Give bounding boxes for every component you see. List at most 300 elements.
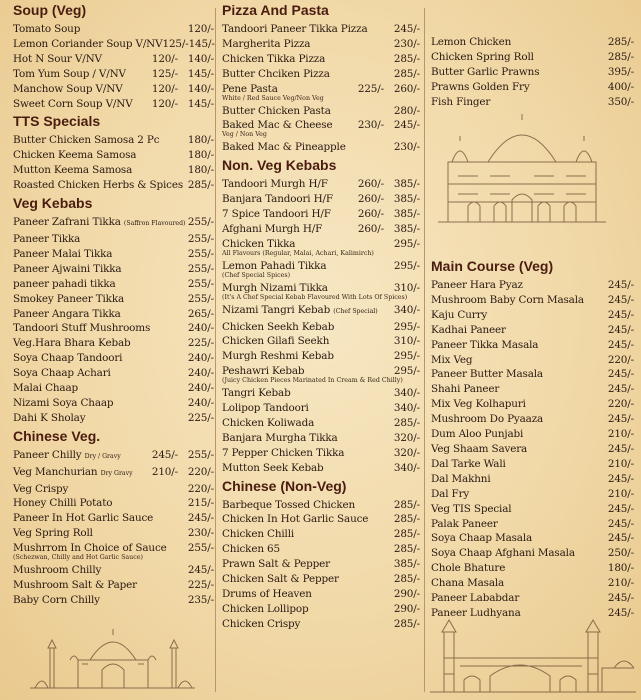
item-price: 255/-: [187, 277, 214, 290]
menu-item: [428, 427, 634, 442]
item-name: [431, 576, 560, 591]
item-price: 385/-: [393, 208, 420, 221]
item-price-half: 125/-: [162, 37, 189, 50]
item-price: 255/-: [187, 262, 214, 275]
item-name-text: Butter Garlic Prawns: [431, 65, 540, 78]
item-name-text: Lemon Chicken: [431, 36, 512, 48]
item-name-text: Roasted Chicken Herbs & Spices: [13, 179, 184, 192]
item-price: 285/-: [393, 416, 420, 429]
item-price: 385/-: [393, 178, 420, 191]
item-name: [13, 292, 140, 307]
item-name: [13, 482, 140, 497]
item-name-text: Margherita Pizza: [222, 37, 311, 50]
menu-item: [10, 381, 214, 396]
item-name-text: Honey Chilli Potato: [13, 497, 113, 510]
item-name-text: Chicken Salt & Pepper: [222, 573, 339, 586]
item-price: 255/-: [187, 542, 214, 555]
item-name: [222, 52, 346, 67]
item-name: [431, 367, 560, 382]
item-price: 220/-: [187, 465, 214, 478]
menu-item: [428, 35, 634, 50]
menu-section-tts-specials: [10, 111, 214, 193]
item-name: [222, 104, 346, 119]
item-name-text: Lemon Pahadi Tikka: [222, 259, 327, 272]
item-price: 245/-: [607, 592, 634, 605]
menu-item: [10, 593, 214, 608]
menu-item: [428, 561, 634, 576]
menu-item: [428, 531, 634, 546]
menu-item: [219, 401, 420, 416]
item-price: 255/-: [187, 216, 214, 229]
menu-item: [219, 587, 420, 602]
menu-item: [219, 386, 420, 401]
item-price: 285/-: [393, 67, 420, 80]
item-price: 225/-: [187, 337, 214, 350]
menu-item: [428, 546, 634, 561]
item-name-text: 7 Pepper Chicken Tikka: [222, 446, 345, 459]
item-price: 285/-: [393, 498, 420, 511]
item-name-text: Baked Mac & Pineapple: [222, 141, 346, 154]
item-name-text: Chicken Crispy: [222, 617, 301, 630]
menu-section-continued: [428, 35, 634, 110]
item-price: 285/-: [393, 52, 420, 65]
item-name-text: Paneer Lababdar: [431, 592, 520, 605]
menu-item: [219, 303, 420, 320]
item-name-text: Veg TIS Special: [431, 502, 512, 515]
item-name: [13, 215, 185, 232]
item-price: 280/-: [393, 104, 420, 117]
item-price: 245/-: [607, 502, 634, 515]
item-price: 255/-: [187, 232, 214, 245]
item-name: [13, 277, 140, 292]
menu-item: [219, 334, 420, 349]
menu-item: [219, 22, 420, 37]
item-name-text: Soya Chaap Afghani Masala: [431, 547, 575, 560]
item-price: 245/-: [607, 308, 634, 321]
menu-item: [10, 133, 214, 148]
item-name-text: Dahi K Sholay: [13, 411, 86, 424]
menu-item: [428, 397, 634, 412]
item-note: (Schezwan, Chilly and Hot Garlic Sauce): [13, 554, 143, 562]
item-name: [222, 22, 368, 37]
item-name: [13, 37, 162, 52]
menu-item: [428, 367, 634, 382]
item-price-half: 225/-: [357, 82, 384, 95]
item-price: 145/-: [187, 97, 214, 110]
menu-item: [219, 67, 420, 82]
item-price: 245/-: [607, 517, 634, 530]
item-name-text: Butter Chicken Samosa 2 Pc: [13, 134, 160, 147]
item-price: 310/-: [393, 335, 420, 348]
item-price: 350/-: [607, 95, 634, 108]
item-price: 180/-: [187, 164, 214, 177]
menu-item: [219, 512, 420, 527]
item-name: [13, 178, 183, 193]
item-price: 240/-: [187, 367, 214, 380]
item-name-text: Afghani Murgh H/F: [222, 222, 323, 235]
menu-item: [219, 207, 420, 222]
item-name: [431, 517, 560, 532]
menu-item: [428, 517, 634, 532]
menu-item: [10, 411, 214, 426]
item-price: 385/-: [393, 193, 420, 206]
menu-item: [428, 308, 634, 323]
item-price-half: 260/-: [357, 178, 384, 191]
item-name-text: Mutton Keema Samosa: [13, 164, 133, 177]
item-name-text: Paneer Ajwaini Tikka: [13, 262, 122, 275]
menu-item: [10, 496, 214, 511]
item-name: [13, 593, 140, 608]
item-name-text: Butter Chciken Pizza: [222, 67, 330, 80]
item-name: [222, 320, 346, 335]
menu-item: [10, 448, 214, 465]
item-name: [222, 67, 346, 82]
item-price: 290/-: [393, 602, 420, 615]
item-price: 395/-: [607, 65, 634, 78]
item-name-text: Chole Bhature: [431, 562, 506, 575]
item-name-text: Drums of Heaven: [222, 588, 312, 600]
item-price-half: 260/-: [357, 208, 384, 221]
item-name: [431, 323, 560, 338]
item-note: (It's A Chef Special Kebab Flavoured With Lots Of Spices): [222, 293, 408, 301]
item-name: [431, 472, 560, 487]
item-name-text: Chicken Keema Samosa: [13, 149, 137, 162]
item-name: [13, 351, 140, 366]
item-name: [431, 338, 560, 353]
item-price-half: 260/-: [357, 222, 384, 235]
item-name: [222, 303, 378, 320]
item-price: 235/-: [187, 593, 214, 606]
item-name: [222, 572, 346, 587]
item-price: 245/-: [607, 472, 634, 485]
item-name: [222, 177, 346, 192]
item-price: 340/-: [393, 402, 420, 415]
item-name: [13, 133, 159, 148]
item-name: [222, 140, 346, 155]
item-name: [13, 22, 140, 37]
item-name: [13, 465, 140, 482]
item-price: 180/-: [607, 562, 634, 575]
item-price: 230/-: [187, 527, 214, 540]
item-name-text: Veg Shaam Savera: [431, 442, 528, 455]
item-name: [13, 336, 140, 351]
item-price: 385/-: [393, 222, 420, 235]
item-name-text: Lolipop Tandoori: [222, 402, 309, 415]
item-name-text: Tandoori Paneer Tikka Pizza: [222, 23, 368, 35]
item-name-text: Prawn Salt & Pepper: [222, 558, 330, 571]
item-name: [431, 457, 560, 472]
item-subtitle: (Saffron Flavoured): [123, 220, 186, 228]
item-name-text: Baby Corn Chilly: [13, 593, 100, 606]
menu-item: [10, 178, 214, 193]
item-price: 210/-: [607, 487, 634, 500]
menu-item: [428, 457, 634, 472]
item-name: [13, 148, 140, 163]
item-price: 245/-: [607, 323, 634, 336]
item-name: [13, 232, 140, 247]
menu-item: [10, 148, 214, 163]
item-name-text: Veg Crispy: [13, 482, 69, 495]
item-name: [13, 97, 140, 112]
item-name-text: 7 Spice Tandoori H/F: [222, 208, 331, 221]
menu-section-chinese-veg: [10, 426, 214, 608]
item-subtitle: (Chef Special): [333, 307, 378, 315]
item-name: [13, 366, 140, 381]
item-name-text: Paneer Ludhyana: [431, 606, 521, 619]
item-price: 295/-: [393, 259, 420, 272]
menu-item: [10, 232, 214, 247]
item-note: (Juicy Chicken Pieces Marinated In Cream & Red Chilly): [222, 377, 403, 385]
item-name: [13, 52, 140, 67]
item-name-text: Palak Paneer: [431, 517, 498, 530]
item-name: [222, 416, 346, 431]
menu-section-pizza-and-pasta: [219, 0, 420, 155]
item-name-text: Mix Veg: [431, 353, 473, 366]
item-name-text: Smokey Paneer Tikka: [13, 292, 125, 305]
item-price: 245/-: [187, 512, 214, 525]
item-name-text: Peshawri Kebab: [222, 365, 305, 378]
item-name-text: Nizami Tangri Kebab: [222, 303, 331, 316]
item-name: [222, 349, 346, 364]
item-name-text: paneer pahadi tikka: [13, 277, 116, 290]
item-name-text: Shahi Paneer: [431, 383, 500, 396]
item-price: 285/-: [393, 513, 420, 526]
item-price: 180/-: [187, 134, 214, 147]
item-note: (Chef Special Spices): [222, 271, 291, 279]
item-name-text: Butter Chicken Pasta: [222, 104, 331, 117]
item-price: 255/-: [187, 247, 214, 260]
menu-item: [219, 527, 420, 542]
item-name: [222, 431, 346, 446]
item-name-text: Hot N Sour V/NV: [13, 52, 102, 65]
item-name: [431, 397, 560, 412]
item-price: 400/-: [607, 80, 634, 93]
item-price: 240/-: [187, 382, 214, 395]
menu-item: [10, 163, 214, 178]
item-price: 255/-: [187, 292, 214, 305]
item-price: 340/-: [393, 461, 420, 474]
item-name: [13, 578, 140, 593]
item-name-text: Murgh Reshmi Kebab: [222, 350, 334, 363]
item-name: [13, 381, 140, 396]
item-price: 245/-: [607, 606, 634, 619]
item-price: 320/-: [393, 431, 420, 444]
menu-item: [10, 97, 214, 112]
section-title: Soup (Veg): [13, 2, 87, 18]
item-name-text: Paneer Tikka Masala: [431, 338, 539, 351]
item-name: [13, 67, 140, 82]
menu-item: [428, 382, 634, 397]
item-name: [431, 308, 560, 323]
item-price: 265/-: [187, 307, 214, 320]
item-name-text: Mix Veg Kolhapuri: [431, 398, 526, 411]
item-name-text: Nizami Soya Chaap: [13, 396, 114, 409]
menu-item: [10, 482, 214, 497]
item-price: 145/-: [187, 67, 214, 80]
item-name: [222, 617, 346, 632]
item-price: 180/-: [187, 149, 214, 162]
item-name-text: Veg Manchurian: [13, 465, 98, 478]
item-name-text: Banjara Tandoori H/F: [222, 193, 333, 206]
item-name: [13, 411, 140, 426]
item-price: 285/-: [393, 528, 420, 541]
menu-section-soup-veg: [10, 0, 214, 111]
item-price: 230/-: [393, 141, 420, 154]
item-price-half: 120/-: [151, 97, 178, 110]
item-name-text: Paneer Malai Tikka: [13, 247, 113, 260]
item-name: [431, 546, 575, 561]
item-name: [13, 163, 140, 178]
column-divider: [215, 8, 216, 692]
section-title: Main Course (Veg): [431, 258, 554, 274]
item-name-text: Mushroom Do Pyaaza: [431, 413, 544, 426]
item-name-text: Chicken Lollipop: [222, 602, 309, 615]
item-price: 210/-: [607, 428, 634, 441]
item-price: 295/-: [393, 320, 420, 333]
item-price: 260/-: [393, 82, 420, 95]
item-price: 225/-: [187, 579, 214, 591]
item-name-text: Chicken In Hot Garlic Sauce: [222, 513, 369, 526]
item-name-text: Soya Chaap Masala: [431, 532, 533, 545]
item-name-text: Veg Spring Roll: [13, 527, 93, 540]
item-name: [222, 542, 346, 557]
item-name: [222, 334, 346, 349]
item-name-text: Sweet Corn Soup V/NV: [13, 97, 133, 110]
menu-item: [428, 95, 634, 110]
menu-item: [10, 52, 214, 67]
item-name: [13, 247, 140, 262]
item-name: [431, 50, 560, 65]
item-price: 245/-: [607, 532, 634, 545]
item-price: 255/-: [187, 448, 214, 461]
section-title: Non. Veg Kebabs: [222, 157, 337, 174]
section-title: Pizza And Pasta: [222, 2, 329, 18]
item-name: [431, 412, 560, 427]
item-name-text: Mushrrom In Choice of Sauce: [13, 542, 167, 555]
menu-item: [219, 542, 420, 557]
item-name-text: Chicken 65: [222, 543, 280, 556]
item-note: White / Red Sauce Veg/Non Veg: [222, 94, 324, 102]
menu-item: [428, 502, 634, 517]
item-price: 120/-: [187, 23, 214, 35]
item-price: 290/-: [393, 588, 420, 600]
column-divider: [424, 8, 425, 692]
menu-item: [219, 446, 420, 461]
item-price: 320/-: [393, 446, 420, 459]
item-price: 245/-: [607, 383, 634, 396]
item-price: 245/-: [187, 564, 214, 577]
item-price: 225/-: [187, 411, 214, 424]
item-name: [222, 446, 346, 461]
menu-item: [428, 576, 634, 591]
menu-item: [219, 349, 420, 364]
item-price: 295/-: [393, 350, 420, 363]
item-name-text: Tangri Kebab: [222, 387, 291, 400]
item-name: [13, 307, 140, 322]
item-name: [431, 80, 560, 95]
item-name-text: Chicken Koliwada: [222, 416, 315, 429]
item-name-text: Mutton Seek Kebab: [222, 461, 324, 474]
item-name: [431, 442, 560, 457]
menu-item: [219, 572, 420, 587]
menu-item: [10, 336, 214, 351]
item-note: All Flavours (Regular, Malai, Achari, Kalimirch): [222, 249, 374, 257]
item-name-text: Malai Chaap: [13, 382, 79, 395]
item-name-text: Manchow Soup V/NV: [13, 82, 123, 95]
item-name: [222, 512, 368, 527]
item-name-text: Chicken Spring Roll: [431, 50, 534, 63]
item-price: 245/-: [607, 293, 634, 306]
item-price: 245/-: [607, 368, 634, 381]
menu-item: [428, 591, 634, 606]
item-name: [222, 37, 346, 52]
item-name-text: Kadhai Paneer: [431, 323, 506, 336]
item-name-text: Paneer In Hot Garlic Sauce: [13, 512, 154, 525]
menu-section-veg-kebabs: [10, 193, 214, 426]
item-name: [222, 587, 346, 602]
item-subtitle: Dry / Gravy: [84, 452, 121, 460]
item-name: [431, 65, 560, 80]
item-name: [431, 561, 560, 576]
item-price: 285/-: [393, 617, 420, 630]
item-name-text: Paneer Zafrani Tikka: [13, 216, 121, 229]
item-price: 340/-: [393, 303, 420, 316]
item-name: [431, 502, 560, 517]
item-price: 145/-: [188, 37, 215, 50]
item-name-text: Chicken Tikka Pizza: [222, 52, 326, 65]
item-name-text: Mushroom Chilly: [13, 564, 102, 577]
menu-item: [219, 192, 420, 207]
menu-item: [428, 323, 634, 338]
item-name-text: Mushroom Salt & Paper: [13, 579, 137, 591]
item-price: 285/-: [393, 573, 420, 586]
item-price: 245/-: [393, 23, 420, 35]
item-price: 250/-: [607, 547, 634, 560]
item-name: [222, 192, 346, 207]
item-name-text: Banjara Murgha Tikka: [222, 431, 338, 444]
item-name-text: Chicken Chilli: [222, 528, 295, 541]
item-name: [222, 557, 346, 572]
menu-item: [219, 177, 420, 192]
section-title: Chinese Veg.: [13, 427, 101, 444]
item-price: 215/-: [187, 497, 214, 510]
charminar-sketch-icon: [430, 618, 636, 694]
item-price-half: 120/-: [151, 82, 178, 95]
menu-section-non-veg-kebabs: [219, 155, 420, 475]
item-name: [431, 95, 560, 110]
item-name-text: Paneer Chilly: [13, 448, 82, 461]
item-name-text: Chana Masala: [431, 577, 505, 590]
item-name-text: Murgh Nizami Tikka: [222, 281, 328, 294]
item-name-text: Dal Tarke Wali: [431, 457, 506, 470]
menu-item: [10, 351, 214, 366]
item-name: [431, 427, 560, 442]
section-title: TTS Specials: [13, 113, 101, 130]
item-name: [222, 207, 346, 222]
menu-item: [10, 277, 214, 292]
item-name: [431, 35, 560, 50]
menu-item: [10, 526, 214, 541]
section-title: Chinese (Non-Veg): [222, 477, 347, 494]
menu-item: [219, 140, 420, 155]
item-name-text: Paneer Angara Tikka: [13, 307, 121, 320]
item-price: 240/-: [187, 396, 214, 409]
menu-item: [219, 222, 420, 237]
taj-mahal-sketch-icon: [30, 630, 195, 690]
item-price: 245/-: [607, 413, 634, 426]
menu-item: [428, 80, 634, 95]
item-price-half: 245/-: [151, 448, 178, 461]
